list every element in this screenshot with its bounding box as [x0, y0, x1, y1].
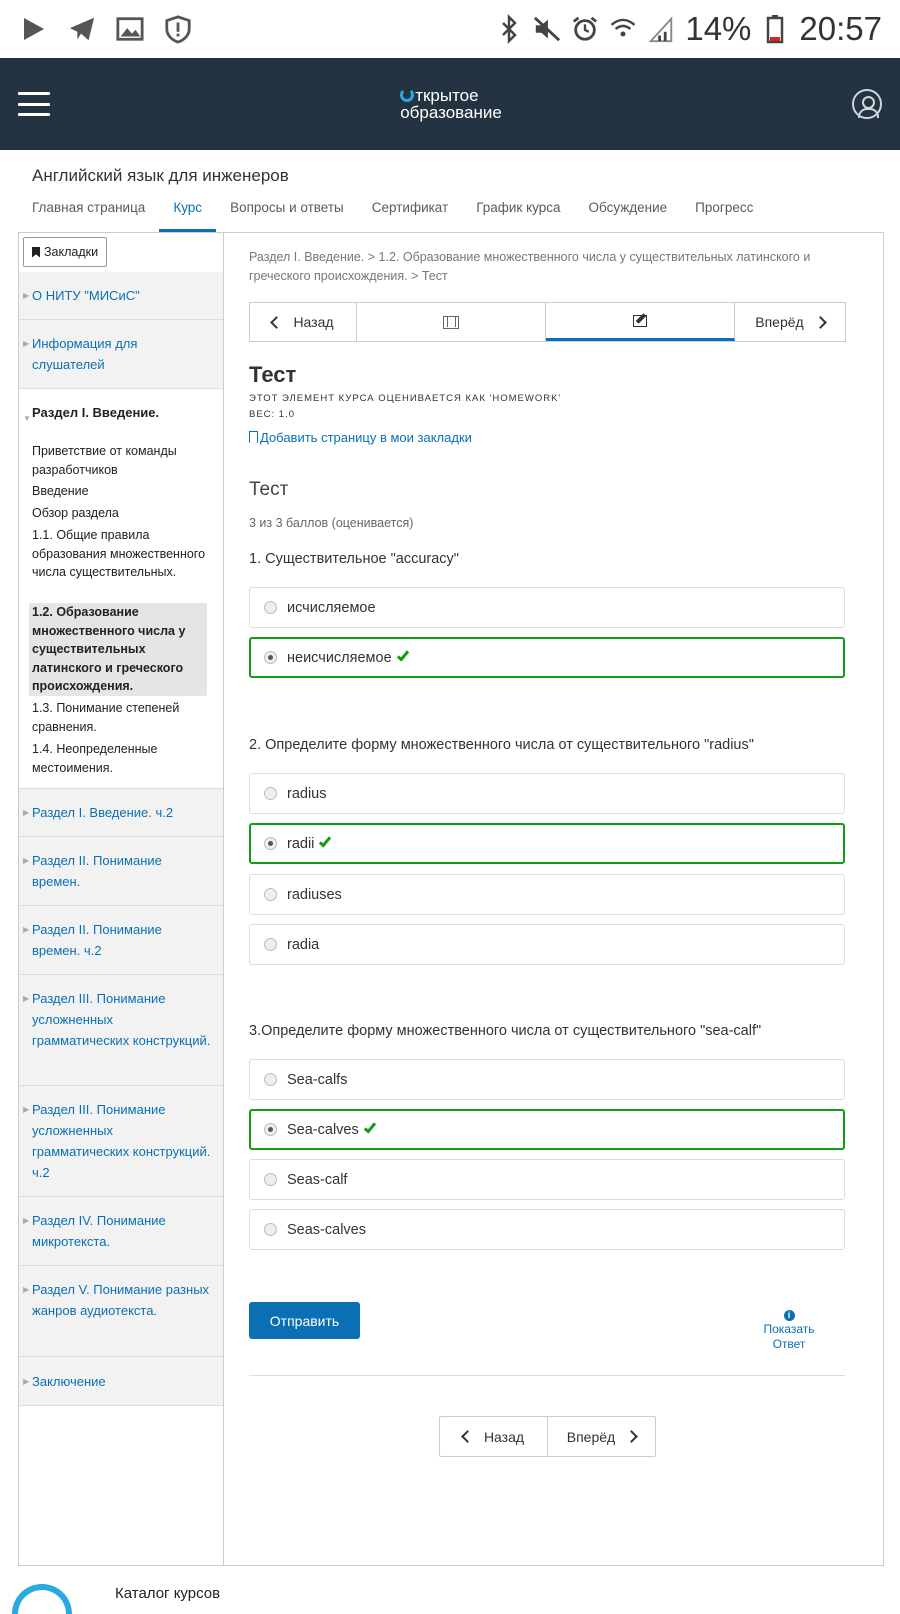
- q2-option-3[interactable]: [249, 874, 845, 915]
- caret-right-icon: ▶: [23, 339, 30, 348]
- breadcrumb: Раздел I. Введение. > 1.2. Образование множественного числа у существительных латинского и греческого происхождения. > Тест: [249, 250, 811, 283]
- option-label: radiuses: [287, 886, 342, 903]
- back-label: Назад: [293, 314, 334, 330]
- wifi-icon: [609, 14, 637, 44]
- section-label: Заключение: [32, 1374, 106, 1389]
- shield-icon: [164, 14, 192, 44]
- q3-option-1[interactable]: [249, 1059, 845, 1100]
- sidebar-section-microtext[interactable]: [19, 1197, 223, 1266]
- chevron-right-icon: [814, 316, 827, 329]
- question-2: 2. Определите форму множественного числа от существительного "radius": [249, 737, 754, 753]
- bookmark-icon: [32, 247, 40, 258]
- section-label: Раздел I. Введение.: [32, 405, 160, 420]
- radio-button[interactable]: [264, 837, 277, 850]
- sidebar-item-1-3[interactable]: 1.3. Понимание степеней сравнения.: [32, 701, 180, 734]
- section-label: Раздел IV. Понимание микротекста.: [32, 1213, 166, 1249]
- section-label: О НИТУ "МИСиС": [32, 288, 140, 303]
- option-label: неисчисляемое: [287, 649, 392, 666]
- bookmarks-button[interactable]: [23, 237, 107, 267]
- bookmark-icon: [249, 431, 258, 443]
- sidebar-item-intro[interactable]: Введение: [32, 484, 89, 498]
- question-3: 3.Определите форму множественного числа от существительного "sea-calf": [249, 1023, 762, 1039]
- section-label: Раздел II. Понимание времен.: [32, 853, 162, 889]
- unit-content: [225, 233, 885, 1565]
- user-icon[interactable]: [852, 89, 882, 119]
- graded-as: ЭТОТ ЭЛЕМЕНТ КУРСА ОЦЕНИВАЕТСЯ КАК 'HOMEWORK': [249, 393, 562, 404]
- q2-option-4[interactable]: [249, 924, 845, 965]
- course-tabs: [18, 191, 767, 232]
- tab-qa[interactable]: Вопросы и ответы: [230, 200, 344, 215]
- radio-button[interactable]: [264, 787, 277, 800]
- q1-option-2[interactable]: [249, 637, 845, 678]
- edit-icon: [633, 315, 647, 327]
- course-body: [18, 232, 884, 1566]
- section-label: Раздел II. Понимание времен. ч.2: [32, 922, 162, 958]
- option-label: Sea-calfs: [287, 1071, 348, 1088]
- caret-right-icon: ▶: [23, 1377, 30, 1386]
- status-bar: [0, 0, 900, 58]
- q3-option-4[interactable]: [249, 1209, 845, 1250]
- gallery-icon: [116, 14, 144, 44]
- bookmarks-label: Закладки: [44, 245, 99, 259]
- sidebar-item-1-1[interactable]: 1.1. Общие правила образования множественного числа существительных.: [32, 528, 206, 579]
- sequence-nav: [249, 302, 846, 342]
- caret-right-icon: ▶: [23, 1285, 30, 1294]
- back-label: Назад: [483, 1428, 525, 1445]
- caret-right-icon: ▶: [23, 856, 30, 865]
- question-1: 1. Существительное "accuracy": [249, 551, 459, 567]
- radio-button[interactable]: [264, 938, 277, 951]
- caret-right-icon: ▶: [23, 994, 30, 1003]
- sequence-next-button[interactable]: [735, 303, 845, 341]
- sidebar-section-audio[interactable]: [19, 1266, 223, 1357]
- caret-right-icon: ▶: [23, 1216, 30, 1225]
- radio-button[interactable]: [264, 651, 277, 664]
- divider: [249, 1375, 845, 1376]
- sidebar-section-grammar-2[interactable]: [19, 1086, 223, 1197]
- sequence-tab-problem[interactable]: [546, 303, 735, 341]
- submit-button[interactable]: Отправить: [249, 1302, 360, 1339]
- option-label: исчисляемое: [287, 599, 376, 616]
- signal-icon: [647, 14, 675, 44]
- problem-score: 3 из 3 баллов (оценивается): [249, 516, 414, 530]
- sequence-tab-video[interactable]: [357, 303, 546, 341]
- q1-option-1[interactable]: [249, 587, 845, 628]
- sidebar-section-misis[interactable]: [19, 272, 223, 320]
- tab-progress[interactable]: Прогресс: [695, 200, 754, 215]
- site-logo[interactable]: [400, 87, 502, 121]
- show-answer-label: Показать Ответ: [763, 1322, 815, 1351]
- sidebar-item-1-4[interactable]: 1.4. Неопределенные местоимения.: [32, 742, 158, 775]
- chevron-left-icon: [271, 316, 284, 329]
- section-label: Раздел III. Понимание усложненных грамматических конструкций.: [32, 991, 211, 1048]
- course-outline: [19, 233, 224, 1565]
- sidebar-section-tenses[interactable]: [19, 837, 223, 906]
- checkmark-icon: [396, 648, 408, 661]
- sequence-back-button[interactable]: [250, 303, 357, 341]
- option-label: radii: [287, 835, 315, 852]
- radio-button[interactable]: [264, 1123, 277, 1136]
- caret-right-icon: ▶: [23, 925, 30, 934]
- tab-certificate[interactable]: Сертификат: [371, 200, 449, 215]
- caret-down-icon: ▼: [23, 414, 31, 423]
- add-bookmark-label: Добавить страницу в мои закладки: [260, 430, 472, 445]
- logo-line-2: образование: [400, 103, 502, 122]
- show-answer-button[interactable]: [755, 1307, 823, 1352]
- next-label: Вперёд: [566, 1428, 616, 1445]
- course-catalog-link[interactable]: Каталог курсов: [115, 1585, 221, 1602]
- menu-icon[interactable]: [18, 92, 50, 116]
- sidebar-section-grammar[interactable]: [19, 975, 223, 1086]
- battery-percent: 14%: [685, 10, 752, 47]
- radio-button[interactable]: [264, 888, 277, 901]
- radio-button[interactable]: [264, 1173, 277, 1186]
- sidebar-section-intro-2[interactable]: [19, 789, 223, 837]
- video-icon: [443, 316, 459, 329]
- course-title: Английский язык для инженеров: [32, 166, 289, 185]
- bottom-back-button[interactable]: [440, 1417, 548, 1456]
- q2-option-2[interactable]: [249, 823, 845, 864]
- bottom-next-button[interactable]: [548, 1417, 655, 1456]
- sidebar-item-overview[interactable]: Обзор раздела: [32, 506, 119, 520]
- q3-option-3[interactable]: [249, 1159, 845, 1200]
- option-label: Seas-calf: [287, 1171, 348, 1188]
- bottom-nav: [439, 1416, 656, 1457]
- add-bookmark-link[interactable]: [249, 430, 472, 445]
- tab-home[interactable]: Главная страница: [32, 200, 146, 215]
- checkmark-icon: [319, 834, 331, 847]
- problem-title: Тест: [249, 479, 289, 500]
- app-header: [0, 58, 900, 150]
- tab-course[interactable]: Курс: [159, 191, 216, 232]
- clock: 20:57: [799, 10, 882, 47]
- radio-button[interactable]: [264, 1223, 277, 1236]
- unit-title: Тест: [249, 362, 297, 387]
- section-label: Раздел I. Введение. ч.2: [32, 805, 174, 820]
- checkmark-icon: [364, 1120, 376, 1133]
- caret-right-icon: ▶: [23, 1105, 30, 1114]
- option-label: radius: [287, 785, 327, 802]
- sidebar-section-tenses-2[interactable]: [19, 906, 223, 975]
- caret-right-icon: ▶: [23, 291, 30, 300]
- logo-o-icon: [400, 88, 414, 102]
- section-label: Раздел V. Понимание разных жанров аудиотекста.: [32, 1282, 210, 1318]
- mute-icon: [533, 14, 561, 44]
- weight: ВЕС: 1.0: [249, 409, 296, 420]
- option-label: Sea-calves: [287, 1121, 359, 1138]
- option-label: radia: [287, 936, 320, 953]
- chevron-left-icon: [461, 1430, 474, 1443]
- bluetooth-icon: [495, 14, 523, 44]
- sidebar-section-conclusion[interactable]: [19, 1357, 223, 1406]
- tab-discussion[interactable]: Обсуждение: [588, 200, 668, 215]
- footer-logo-icon: [12, 1584, 72, 1614]
- alarm-icon: [571, 14, 599, 44]
- caret-right-icon: ▶: [23, 808, 30, 817]
- q2-option-1[interactable]: [249, 773, 845, 814]
- play-icon: [20, 14, 48, 44]
- option-label: Seas-calves: [287, 1221, 366, 1238]
- q3-option-2[interactable]: [249, 1109, 845, 1150]
- sidebar-section-info[interactable]: [19, 320, 223, 389]
- next-label: Вперёд: [755, 314, 804, 330]
- section-label: Раздел III. Понимание усложненных грамматических конструкций. ч.2: [32, 1102, 211, 1180]
- chevron-right-icon: [625, 1430, 638, 1443]
- radio-button[interactable]: [264, 601, 277, 614]
- info-icon: i: [784, 1310, 795, 1321]
- battery-icon: [761, 14, 789, 44]
- footer: [0, 1567, 900, 1600]
- tab-schedule[interactable]: График курса: [476, 200, 561, 215]
- section-label: Информация для слушателей: [32, 336, 138, 372]
- sidebar-item-1-2[interactable]: 1.2. Образование множественного числа у существительных латинского и греческого происхождения.: [29, 603, 207, 696]
- logo-line-1: ткрытое: [415, 86, 479, 105]
- radio-button[interactable]: [264, 1073, 277, 1086]
- sidebar-item-greeting[interactable]: Приветствие от команды разработчиков: [32, 444, 177, 477]
- telegram-icon: [68, 14, 96, 44]
